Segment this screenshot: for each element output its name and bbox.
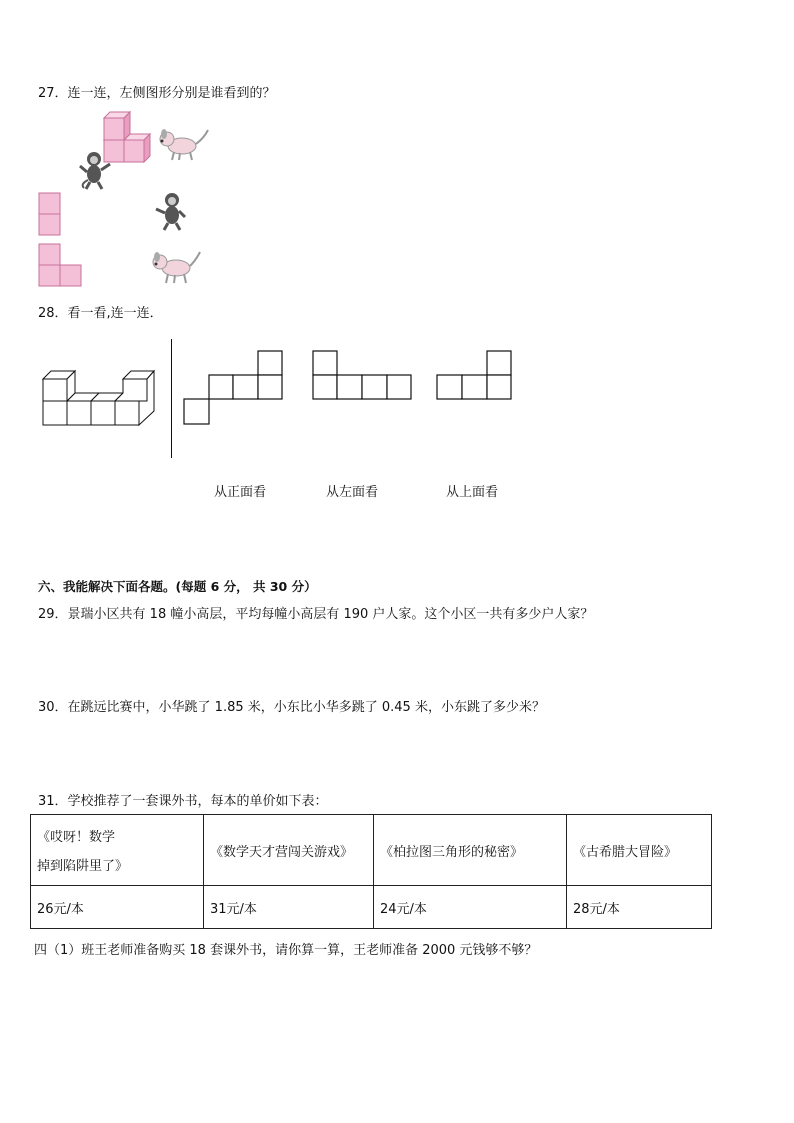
monkey-icon[interactable]	[152, 191, 188, 231]
book-title: 《柏拉图三角形的秘密》	[380, 844, 524, 860]
q28-text: 28．看一看,连一连．	[38, 306, 163, 321]
q30-text: 30．在跳远比赛中，小华跳了 1.85 米，小东比小华多跳了 0.45 米，小东跳了多少米？	[38, 700, 545, 715]
q28-divider	[171, 339, 172, 458]
q28-label-top: 从上面看	[446, 485, 499, 500]
q28-label-left: 从左面看	[326, 485, 379, 500]
book-title-cell	[567, 815, 712, 886]
q27-view-l-shape	[38, 243, 84, 287]
q28-label-front: 从正面看	[214, 485, 267, 500]
dog-icon[interactable]	[158, 126, 210, 162]
dog-icon[interactable]	[150, 250, 202, 286]
book-price: 31元/本	[204, 886, 374, 929]
book-title-cell	[31, 815, 204, 886]
book-title-cell	[374, 815, 567, 886]
table-row	[31, 886, 712, 929]
book-title: 掉到陷阱里了》	[37, 859, 129, 874]
q29-text: 29．景瑞小区共有 18 幢小高层，平均每幢小高层有 190 户人家。这个小区一共有多少户人家？	[38, 607, 594, 622]
q31-text: 31．学校推荐了一套课外书，每本的单价如下表：	[38, 794, 328, 809]
q28-view-shape-3	[436, 350, 514, 402]
book-price: 24元/本	[374, 886, 567, 929]
book-price: 28元/本	[567, 886, 712, 929]
book-title-cell	[204, 815, 374, 886]
q27-view-vertical	[38, 192, 62, 236]
book-title: 《数学天才营闯关游戏》	[210, 844, 354, 860]
price-table	[30, 814, 712, 929]
book-price: 26元/本	[31, 886, 204, 929]
q28-cube-structure	[42, 373, 154, 427]
q28-view-shape-2	[312, 350, 414, 402]
monkey-icon[interactable]	[78, 150, 114, 190]
q31-followup: 四（1）班王老师准备购买 18 套课外书，请你算一算，王老师准备 2000 元钱够不够？	[34, 943, 538, 958]
q27-text: 27．连一连，左侧图形分别是谁看到的？	[38, 86, 276, 101]
table-row	[31, 815, 712, 886]
section-title: 六、我能解决下面各题。(每题 6 分， 共 30 分）	[38, 579, 317, 594]
book-title: 《哎呀！数学	[37, 830, 116, 845]
q28-view-shape-1	[183, 350, 284, 426]
book-title: 《古希腊大冒险》	[573, 844, 678, 860]
